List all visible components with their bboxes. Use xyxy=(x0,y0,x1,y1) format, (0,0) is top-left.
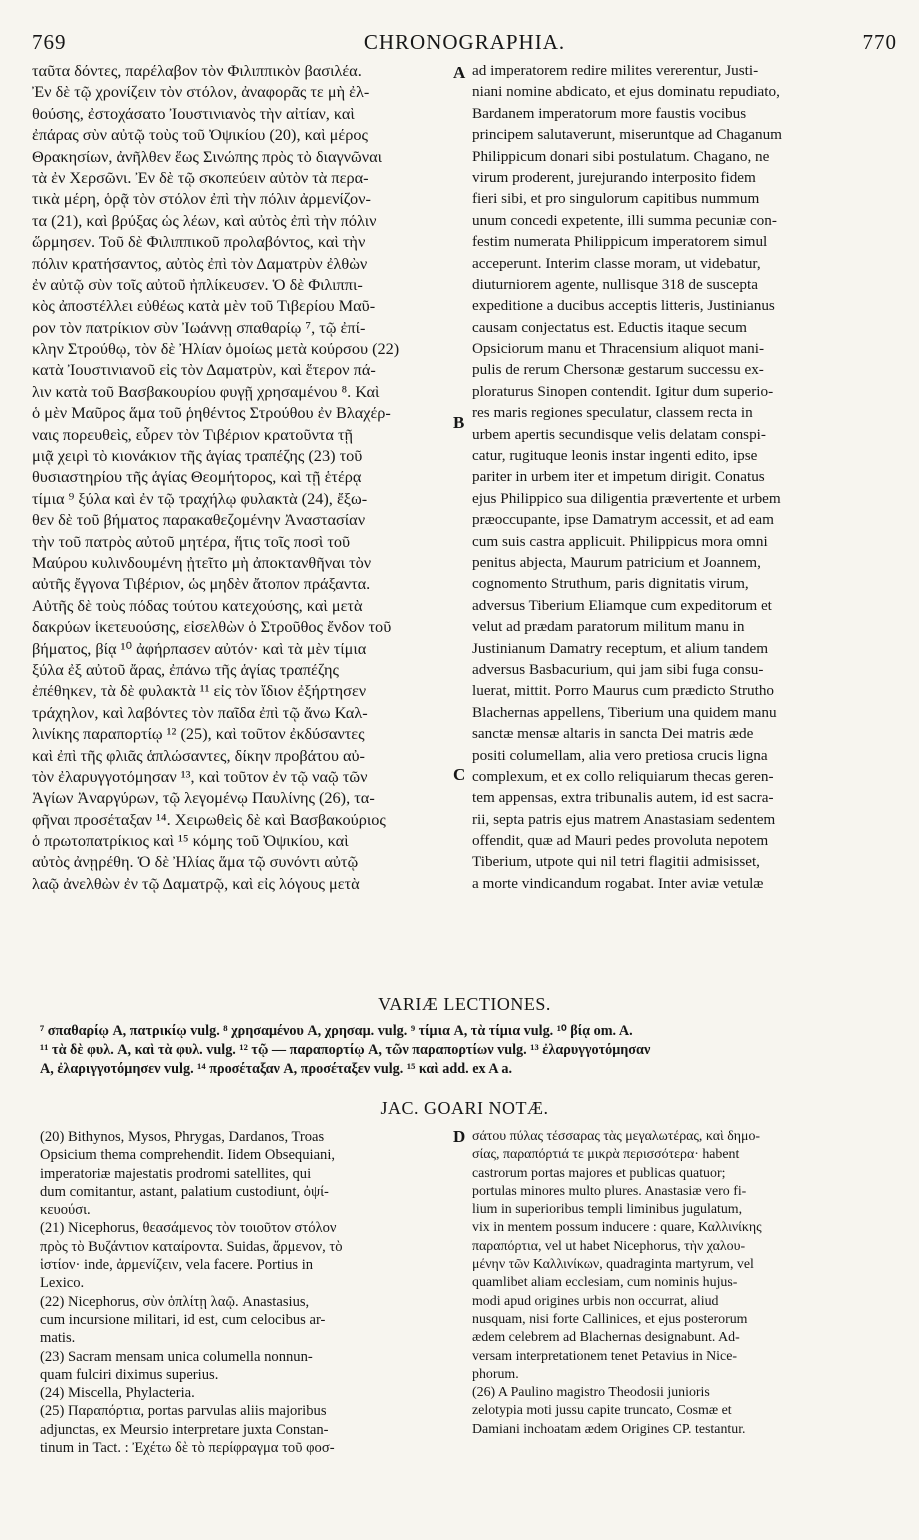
latin-text-line: complexum, et ex collo reliquiarum thecas geren- xyxy=(472,767,774,785)
page-number-right: 770 xyxy=(862,30,897,54)
greek-text-line: τὸν ἐλαρυγγοτόμησαν ¹³, καὶ τοῦτον ἐν τῷ ναῷ τῶν xyxy=(32,766,368,786)
latin-text-line: diuturniorem agente, nullisque 318 de suscepta xyxy=(472,275,758,293)
note-line: dum comitantur, astant, palatium custodiunt, ὀψί- xyxy=(40,1183,329,1200)
note-line: lium in superioribus templi liminibus jugulatum, xyxy=(472,1202,743,1218)
greek-text-line: ρον τὸν πατρίκιον σὺν Ἰωάννῃ σπαθαρίῳ ⁷, τῷ ἐπί- xyxy=(32,317,366,337)
greek-text-line: ναις πορευθεὶς, εὗρεν τὸν Τιβέριον κρατοῦντα τῇ xyxy=(32,424,354,444)
greek-text-line: ταῦτα δόντες, παρέλαβον τὸν Φιλιππικὸν βασιλέα. xyxy=(32,61,362,80)
note-line: ἱστίον· inde, ἀρμενίζειν, vela facere. Portius in xyxy=(40,1257,314,1274)
latin-text-column xyxy=(472,60,902,980)
note-line: zelotypia moti jussu capite truncato, Cosmæ et xyxy=(472,1403,732,1419)
greek-text-line: ἐν αὐτῷ σὺν τοῖς αὐτοῦ ἠπλίκευσεν. Ὁ δὲ Φιλιππι- xyxy=(32,274,363,294)
latin-text-line: velut ad prædam paratorum militum manu in xyxy=(472,618,745,636)
greek-text-line: Ἐν δὲ τῷ χρονίζειν τὸν στόλον, ἀναφορᾶς τε μὴ ἐλ- xyxy=(32,82,370,102)
note-line: cum incursione militari, id est, cum celocibus ar- xyxy=(40,1311,326,1328)
latin-text-line: Blachernas appellens, Tiberium una quidem manu xyxy=(472,703,777,721)
greek-text-line: τίμια ⁹ ξύλα καὶ ἐν τῷ τραχήλῳ φυλακτὰ (24), ἔξω- xyxy=(32,488,368,508)
greek-text-line: μιᾷ χειρὶ τὸ κιονάκιον τῆς ἁγίας τραπέζης (23) τοῦ xyxy=(32,446,363,466)
latin-text-line: sanctæ mensæ altaris in sancta Dei matris æde xyxy=(472,725,754,743)
note-line: matis. xyxy=(40,1330,76,1347)
latin-text-line: Philippicum donari sibi postulatum. Chagano, ne xyxy=(472,147,770,165)
latin-text-line: Opsiciorum manu et Thracensium aliquot mani- xyxy=(472,340,765,358)
note-line: (22) Nicephorus, σὺν ὁπλίτῃ λαῷ. Anastasius, xyxy=(40,1293,310,1310)
latin-text-line: luerat, mittit. Porro Maurus cum prædicto Strutho xyxy=(472,682,775,700)
note-line: portulas minores multo plures. Anastasiæ vero fi- xyxy=(472,1183,747,1199)
greek-text-line: ξύλα ἐξ αὐτοῦ ἄρας, ἐπάνω τῆς ἁγίας τραπέζης xyxy=(32,659,339,679)
latin-text-line: offendit, quæ ad Mauri pedes provoluta nepotem xyxy=(472,832,769,850)
latin-text-line: tem appensas, extra tribunalis autem, id est sacra- xyxy=(472,789,774,807)
note-line: nusquam, nisi forte Callinices, et ejus posterorum xyxy=(472,1311,748,1327)
section-marker-d: D xyxy=(453,1127,466,1146)
note-line: πρὸς τὸ Βυζάντιον καταίροντα. Suidas, ἄρμενον, τὸ xyxy=(40,1238,343,1255)
greek-text-line: καὶ ἐπὶ τῆς φλιᾶς ἁπλώσαντες, δίκην προβάτου αὐ- xyxy=(32,745,365,765)
latin-text-line: catur, rugituque leonis instar ingenti edito, ipse xyxy=(472,447,758,465)
greek-text-line: θυσιαστηρίου τῆς ἁγίας Θεομήτορος, καὶ τῇ ἑτέρᾳ xyxy=(32,467,362,487)
greek-text-line: κατὰ Ἰουστινιανοῦ εἰς τὸν Δαματρὺν, καὶ ἕτερον πά- xyxy=(32,360,376,380)
latin-text-line: Justinianum Damatry receptum, et alium tandem xyxy=(472,639,769,657)
latin-text-line: rii, septa patris ejus matrem Anastasiam sedentem xyxy=(472,810,776,828)
latin-text-line: ejus Philippico sua diligentia prævertente et urbem xyxy=(472,489,781,507)
latin-text-line: positi columellam, alia vero pretiosa crucis ligna xyxy=(472,746,768,764)
note-line: tinum in Tact. : Ἐχέτω δὲ τὸ περίφραγμα τοῦ φοσ- xyxy=(40,1440,335,1457)
greek-text-line: ὁ πρωτοπατρίκιος καὶ ¹⁵ κόμης τοῦ Ὀψικίου, καὶ xyxy=(32,831,349,851)
note-line: (24) Miscella, Phylacteria. xyxy=(40,1385,195,1402)
greek-text-line: τικὰ μέρη, ὁρᾷ τὸν στόλον ἐπὶ τὴν πόλιν ἀρμενίζον- xyxy=(32,189,371,209)
greek-text-line: Ἁγίων Ἀναργύρων, τῷ λεγομένῳ Παυλίνης (26), τα- xyxy=(32,788,375,808)
latin-text-line: penitus abjecta, Maurum patricium et Joannem, xyxy=(472,553,761,571)
latin-text-line: adversus Tiberium Eliamque cum expeditorum et xyxy=(472,596,772,614)
note-line: Opsicium thema comprehendit. Iidem Obsequiani, xyxy=(40,1147,336,1164)
section-marker-b: B xyxy=(453,413,465,432)
variant-reading-line: ¹¹ τὰ δὲ φυλ. A, καὶ τὰ φυλ. vulg. ¹² τῷ — παραπορτίῳ A, τῶν παραπορτίων vulg. ¹³ ἐλαρυγγοτόμησαν xyxy=(40,1042,651,1058)
greek-text-line: θεν δὲ τοῦ βήματος παρακαθεζομένην Ἀναστασίαν xyxy=(32,510,366,530)
greek-text-line: Θρακησίων, ἀνῆλθεν ἕως Σινώπης πρὸς τὸ διαγνῶναι xyxy=(32,146,383,166)
latin-text-line: Tiberium, utpote qui nil tetri flagitii admisisset, xyxy=(472,853,760,871)
note-line: (26) A Paulino magistro Theodosii junioris xyxy=(472,1385,710,1401)
latin-text-line: pulis de rerum Chersonæ gestarum successu ex- xyxy=(472,361,764,379)
latin-text-line: fieri sibi, et pro singulorum capitibus nummum xyxy=(472,190,760,208)
greek-text-line: δακρύων ἱκετευούσης, εἰσελθὼν ὁ Στροῦθος ἔνδον τοῦ xyxy=(32,617,392,637)
latin-text-line: a morte vindicandum rogabat. Inter aviæ vetulæ xyxy=(472,874,764,892)
latin-text-line: expeditione a ducibus acceptis litteris, Justinianus xyxy=(472,297,775,315)
latin-text-line: urbem apertis secundisque velis delatam conspi- xyxy=(472,425,766,443)
note-line: imperatoriæ majestatis prodromi satellites, qui xyxy=(40,1165,312,1182)
note-line: quamlibet aliam ecclesiam, cum nominis hujus- xyxy=(472,1275,738,1291)
greek-text-line: πόλιν κρατήσαντος, αὐτὸς ἐπὶ τὸν Δαματρὺν ἐλθὼν xyxy=(32,253,368,273)
latin-text-line: præoccupante, ipse Damatrym accessit, et ad eam xyxy=(472,511,774,529)
latin-text-line: cognomento Struthum, paris dignitatis virum, xyxy=(472,575,749,593)
latin-text-line: festim numerata Philippicum imperatorem simul xyxy=(472,233,768,251)
latin-text-line: niani nomine abdicato, et ejus dominatu repudiato, xyxy=(472,83,780,101)
greek-text-column xyxy=(32,60,464,980)
greek-text-line: ὥρμησεν. Τοῦ δὲ Φιλιππικοῦ προλαβόντος, καὶ τὴν xyxy=(32,232,366,252)
note-line: versam interpretationem tenet Petavius in Nice- xyxy=(472,1348,737,1364)
note-line: σίας, παραπόρτιά τε μικρὰ περισσότερα· habent xyxy=(472,1147,740,1163)
greek-text-line: Μαύρου κυλινδουμένη ᾐτεῖτο μὴ ἀποκτανθῆναι τὸν xyxy=(32,552,372,572)
greek-text-line: λινίκης παραπορτίῳ ¹² (25), καὶ τοῦτον ἐκδύσαντες xyxy=(32,724,365,744)
greek-text-line: ἐπέθηκεν, τὰ δὲ φυλακτὰ ¹¹ εἰς τὸν ἴδιον ἐξήρτησεν xyxy=(32,681,367,701)
greek-text-line: αὐτὸς ἀνῃρέθη. Ὁ δὲ Ἠλίας ἅμα τῷ συνόντι αὐτῷ xyxy=(32,852,359,872)
note-line: (23) Sacram mensam unica columella nonnun- xyxy=(40,1348,313,1365)
greek-text-line: ὁ μὲν Μαῦρος ἅμα τοῦ ῥηθέντος Στρούθου ἐν Βλαχέρ- xyxy=(32,403,391,423)
latin-text-line: unum concedi expetente, illi summa pecuniæ con- xyxy=(472,211,777,229)
variant-reading-line: ⁷ σπαθαρίῳ A, πατρικίῳ vulg. ⁸ χρησαμένου A, χρησαμ. vulg. ⁹ τίμια A, τὰ τίμια vulg. ¹⁰ βίᾳ om. A. xyxy=(40,1023,633,1039)
latin-text-line: virum proderent, jurejurando interposito fidem xyxy=(472,168,756,186)
note-line: (21) Nicephorus, θεασάμενος τὸν τοιοῦτον στόλον xyxy=(40,1220,337,1237)
variae-lectiones xyxy=(40,1022,900,1079)
note-line: vix in mentem possum inducere : quare, Καλλινίκης xyxy=(472,1220,762,1236)
section-marker-c: C xyxy=(453,765,466,784)
notae-heading: JAC. GOARI NOTÆ. xyxy=(380,1098,549,1118)
note-line: κευούσι. xyxy=(40,1202,91,1219)
note-line: Damiani inchoatam ædem Origines CP. testantur. xyxy=(472,1421,746,1437)
note-line: quam fulciri diximus superius. xyxy=(40,1366,219,1383)
latin-text-line: acceperunt. Interim classe moram, ut videbatur, xyxy=(472,254,761,272)
latin-text-line: res maris regiones speculatur, classem recta in xyxy=(472,404,753,422)
note-line: castrorum portas majores et publicas quatuor; xyxy=(472,1165,726,1181)
note-line: σάτου πύλας τέσσαρας τὰς μεγαλωτέρας, καὶ δημο- xyxy=(472,1129,761,1144)
greek-text-line: θούσης, ἐστοχάσατο Ἰουστινιανὸς τὴν αἰτίαν, καὶ xyxy=(32,103,355,123)
note-line: παραπόρτια, vel ut habet Nicephorus, τὴν χαλου- xyxy=(472,1238,746,1254)
greek-text-line: τα (21), καὶ βρύξας ὡς λέων, καὶ αὐτὸς ἐπὶ τὴν πόλιν xyxy=(32,210,377,230)
latin-text-line: ploraturus Sinopen contendit. Igitur dum superio- xyxy=(472,382,774,400)
greek-text-line: κὸς ἀποστέλλει εὐθέως κατὰ μὲν τοῦ Τιβερίου Μαῦ- xyxy=(32,296,376,316)
running-title: CHRONOGRAPHIA. xyxy=(363,30,566,54)
notes-column-left xyxy=(40,1128,450,1528)
latin-text-line: ad imperatorem redire milites vererentur, Justi- xyxy=(472,62,759,79)
note-line: ædem celebrem ad Blachernas designabunt. Ad- xyxy=(472,1330,740,1346)
greek-text-line: βήματος, βίᾳ ¹⁰ ἀφήρπασεν αὐτόν· καὶ τὰ μὲν τίμια xyxy=(32,638,367,658)
note-line: (25) Παραπόρτια, portas parvulas aliis majoribus xyxy=(40,1403,327,1420)
note-line: Lexico. xyxy=(40,1275,85,1292)
variae-lectiones-heading: VARIÆ LECTIONES. xyxy=(378,994,551,1014)
greek-text-line: αὐτῆς ἔγγονα Τιβέριον, ὡς μηδὲν ἄτοπον πράξαντα. xyxy=(32,574,371,594)
greek-text-line: λιν κατὰ τοῦ Βασβακουρίου φυγῇ χρησαμένου ⁸. Καὶ xyxy=(32,381,380,401)
latin-text-line: adversus Basbacurium, qui jam sibi fuga consu- xyxy=(472,660,764,678)
page-header xyxy=(32,30,897,56)
note-line: (20) Bithynos, Mysos, Phrygas, Dardanos, Troas xyxy=(40,1129,325,1145)
greek-text-line: φῆναι προσέταξαν ¹⁴. Χειρωθεὶς δὲ καὶ Βασβακούριος xyxy=(32,809,386,829)
latin-text-line: principem salutaverunt, miseruntque ad Chaganum xyxy=(472,126,782,144)
variant-reading-line: A, ἐλαριγγοτόμησεν vulg. ¹⁴ προσέταξαν A, προσέταξεν vulg. ¹⁵ καὶ add. ex A a. xyxy=(40,1061,513,1077)
greek-text-line: τὰ ἐν Χερσῶνι. Ἐν δὲ τῷ σκοπεύειν αὐτὸν τὰ περα- xyxy=(32,167,369,187)
note-line: adjunctas, ex Meursio interpretare juxta Constan- xyxy=(40,1421,329,1438)
page-number-left: 769 xyxy=(32,30,67,54)
greek-text-line: ἐπάρας σὺν αὐτῷ τοὺς τοῦ Ὀψικίου (20), καὶ μέρος xyxy=(32,125,368,145)
notes-column-right xyxy=(472,1128,902,1528)
note-line: phorum. xyxy=(472,1366,519,1382)
section-marker-a: A xyxy=(453,63,466,82)
greek-text-line: τὴν τοῦ πατρὸς αὐτοῦ μητέρα, ἥτις τοῖς ποσὶ τοῦ xyxy=(32,531,351,551)
latin-text-line: causam conjectatus est. Eductis itaque secum xyxy=(472,318,747,336)
note-line: modi apud origines urbis non occurrat, aliud xyxy=(472,1293,719,1309)
greek-text-line: κλην Στρούθῳ, τὸν δὲ Ἠλίαν ὁμοίως μετὰ κούρσου (22) xyxy=(32,339,400,359)
greek-text-line: λαῷ ἀνελθὼν ἐν τῷ Δαματρῷ, καὶ εἰς λόγους μετὰ xyxy=(32,873,360,893)
greek-text-line: τράχηλον, καὶ λαβόντες τὸν παῖδα ἐπὶ τῷ ἄνω Καλ- xyxy=(32,702,368,722)
latin-text-line: cum suis castra applicuit. Philippicus mora omni xyxy=(472,532,768,550)
latin-text-line: Bardanem imperatorum more faustis vocibus xyxy=(472,104,747,122)
greek-text-line: Αὐτῆς δὲ τοὺς πόδας τούτου κατεχούσης, καὶ μετὰ xyxy=(32,595,363,615)
latin-text-line: pariter in urbem iter et impetum dirigit. Conatus xyxy=(472,468,765,486)
note-line: μένην τῶν Καλλινίκων, quadraginta martyrum, vel xyxy=(472,1257,754,1273)
